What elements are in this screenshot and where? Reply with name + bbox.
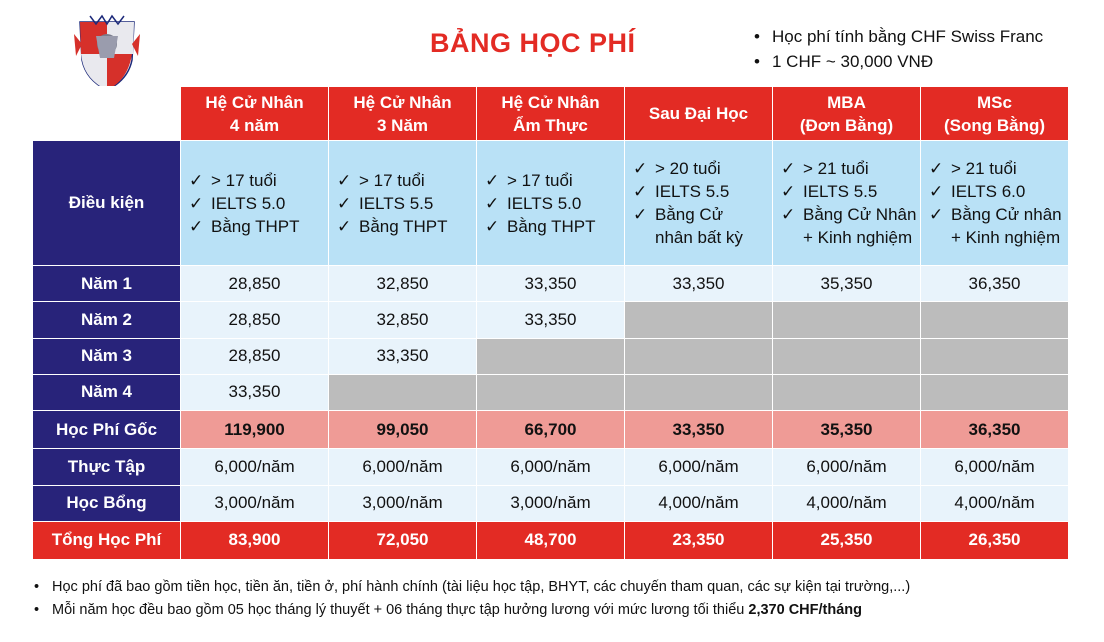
row-label: Điều kiện xyxy=(33,141,181,266)
check-icon: ✓ xyxy=(485,216,500,236)
empty-cell xyxy=(625,302,773,338)
fee-table xyxy=(32,86,1069,560)
empty-cell xyxy=(921,302,1069,338)
value-cell: 35,350 xyxy=(773,266,921,302)
check-icon: ✓ xyxy=(633,182,648,202)
column-header-line: 4 năm xyxy=(229,115,280,135)
internship-row xyxy=(33,449,1069,485)
value-cell: 4,000/năm xyxy=(773,485,921,521)
conditions-row xyxy=(33,141,1069,266)
check-icon: ✓ xyxy=(633,205,648,225)
value-cell: 6,000/năm xyxy=(181,449,329,485)
check-icon: ✓ xyxy=(781,205,796,225)
condition-text: Bằng THPT xyxy=(211,216,300,236)
check-icon: ✓ xyxy=(781,182,796,202)
total-row xyxy=(33,521,1069,559)
condition-item xyxy=(633,203,768,226)
value-cell: 28,850 xyxy=(181,266,329,302)
condition-text: > 20 tuổi xyxy=(655,159,721,179)
column-header-line: Ẩm Thực xyxy=(513,115,588,135)
top-notes xyxy=(752,24,1043,74)
check-icon: ✓ xyxy=(929,205,944,225)
check-icon: ✓ xyxy=(189,170,204,190)
value-cell: 6,000/năm xyxy=(477,449,625,485)
condition-item xyxy=(337,215,472,238)
value-cell: 6,000/năm xyxy=(625,449,773,485)
column-header-line: (Song Bằng) xyxy=(943,115,1046,135)
condition-text: > 21 tuổi xyxy=(803,159,869,179)
value-cell: 33,350 xyxy=(477,302,625,338)
condition-text: > 17 tuổi xyxy=(359,170,425,190)
condition-item xyxy=(485,169,620,192)
column-header xyxy=(773,87,921,141)
check-icon: ✓ xyxy=(189,216,204,236)
note-internship-text: Mỗi năm học đều bao gồm 05 học tháng lý thuyết + 06 tháng thực tập hưởng lương với mức lương tối thiểu xyxy=(52,602,749,618)
condition-item xyxy=(929,157,1064,180)
value-cell: 119,900 xyxy=(181,411,329,449)
column-header xyxy=(625,87,773,141)
value-cell: 6,000/năm xyxy=(921,449,1069,485)
value-cell: 33,350 xyxy=(477,266,625,302)
condition-item xyxy=(633,180,768,203)
value-cell: 25,350 xyxy=(773,521,921,559)
condition-text: IELTS 6.0 xyxy=(951,182,1026,202)
column-header xyxy=(181,87,329,141)
column-header-line: Hệ Cử Nhân xyxy=(205,92,304,112)
condition-cell xyxy=(625,141,773,266)
column-header-line: 3 Năm xyxy=(376,115,429,135)
condition-text: Bằng Cử Nhân xyxy=(803,205,917,225)
empty-cell xyxy=(477,338,625,374)
condition-text: > 17 tuổi xyxy=(507,170,573,190)
condition-cell xyxy=(773,141,921,266)
condition-item xyxy=(337,192,472,215)
note-exchange-rate: • 1 CHF ~ 30,000 VNĐ xyxy=(752,49,1043,74)
value-cell: 35,350 xyxy=(773,411,921,449)
value-cell: 36,350 xyxy=(921,266,1069,302)
check-icon: ✓ xyxy=(337,193,352,213)
value-cell: 6,000/năm xyxy=(329,449,477,485)
condition-item xyxy=(189,169,324,192)
bottom-notes xyxy=(32,576,910,622)
condition-text: + Kinh nghiệm xyxy=(803,228,913,248)
note-min-salary: 2,370 CHF/tháng xyxy=(748,602,862,618)
condition-item xyxy=(633,157,768,180)
row-label: Học Bổng xyxy=(33,485,181,521)
empty-cell xyxy=(921,374,1069,410)
condition-cell xyxy=(921,141,1069,266)
empty-cell xyxy=(773,374,921,410)
column-header-line: Sau Đại Học xyxy=(648,104,749,124)
check-icon: ✓ xyxy=(929,182,944,202)
row-label: Tổng Học Phí xyxy=(33,521,181,559)
condition-item xyxy=(189,215,324,238)
check-icon: ✓ xyxy=(485,170,500,190)
condition-item xyxy=(781,157,916,180)
check-icon: ✓ xyxy=(781,159,796,179)
empty-cell xyxy=(625,374,773,410)
value-cell: 33,350 xyxy=(329,338,477,374)
year-row xyxy=(33,266,1069,302)
value-cell: 66,700 xyxy=(477,411,625,449)
value-cell: 3,000/năm xyxy=(329,485,477,521)
check-icon: ✓ xyxy=(189,193,204,213)
column-header-line: (Đơn Bằng) xyxy=(799,115,894,135)
condition-text: > 21 tuổi xyxy=(951,159,1017,179)
value-cell: 3,000/năm xyxy=(181,485,329,521)
value-cell: 33,350 xyxy=(181,374,329,410)
value-cell: 36,350 xyxy=(921,411,1069,449)
year-row xyxy=(33,302,1069,338)
empty-cell xyxy=(773,302,921,338)
empty-cell xyxy=(625,338,773,374)
condition-item xyxy=(929,180,1064,203)
scholarship-row xyxy=(33,485,1069,521)
condition-cell xyxy=(329,141,477,266)
condition-cell xyxy=(181,141,329,266)
page-title: BẢNG HỌC PHÍ xyxy=(430,28,636,58)
value-cell: 3,000/năm xyxy=(477,485,625,521)
note-internship xyxy=(32,599,910,622)
empty-cell xyxy=(773,338,921,374)
value-cell: 33,350 xyxy=(625,266,773,302)
check-icon: ✓ xyxy=(337,170,352,190)
value-cell: 99,050 xyxy=(329,411,477,449)
value-cell: 4,000/năm xyxy=(921,485,1069,521)
column-header xyxy=(477,87,625,141)
row-label: Thực Tập xyxy=(33,449,181,485)
condition-text: > 17 tuổi xyxy=(211,170,277,190)
base-fee-row xyxy=(33,411,1069,449)
column-header-line: MBA xyxy=(827,92,866,112)
value-cell: 83,900 xyxy=(181,521,329,559)
condition-text: nhân bất kỳ xyxy=(655,228,743,248)
empty-cell xyxy=(329,374,477,410)
header-corner xyxy=(33,87,181,141)
condition-item xyxy=(337,169,472,192)
condition-item xyxy=(189,192,324,215)
table-header-row xyxy=(33,87,1069,141)
condition-cell xyxy=(477,141,625,266)
column-header xyxy=(921,87,1069,141)
value-cell: 28,850 xyxy=(181,302,329,338)
row-label: Học Phí Gốc xyxy=(33,411,181,449)
condition-text: IELTS 5.5 xyxy=(359,193,434,213)
condition-text: IELTS 5.0 xyxy=(507,193,582,213)
condition-item xyxy=(485,192,620,215)
check-icon: ✓ xyxy=(337,216,352,236)
row-label: Năm 4 xyxy=(33,374,181,410)
value-cell: 48,700 xyxy=(477,521,625,559)
column-header-line: Hệ Cử Nhân xyxy=(501,92,600,112)
empty-cell xyxy=(921,338,1069,374)
value-cell: 4,000/năm xyxy=(625,485,773,521)
empty-cell xyxy=(477,374,625,410)
check-icon: ✓ xyxy=(633,159,648,179)
condition-text: IELTS 5.5 xyxy=(655,182,730,202)
value-cell: 32,850 xyxy=(329,302,477,338)
condition-item xyxy=(929,203,1064,226)
note-inclusions: • Học phí đã bao gồm tiền học, tiền ăn, tiền ở, phí hành chính (tài liệu học tập, BHYT, các chuyến tham quan, các sự kiện tại trường,...) xyxy=(32,576,910,599)
value-cell: 26,350 xyxy=(921,521,1069,559)
condition-text: Bằng THPT xyxy=(507,216,596,236)
check-icon: ✓ xyxy=(929,159,944,179)
condition-text: IELTS 5.5 xyxy=(803,182,878,202)
year-row xyxy=(33,338,1069,374)
condition-item xyxy=(781,180,916,203)
row-label: Năm 2 xyxy=(33,302,181,338)
condition-text: + Kinh nghiệm xyxy=(951,228,1061,248)
year-row xyxy=(33,374,1069,410)
value-cell: 32,850 xyxy=(329,266,477,302)
condition-item xyxy=(485,215,620,238)
condition-text: Bằng THPT xyxy=(359,216,448,236)
note-currency: • Học phí tính bằng CHF Swiss Franc xyxy=(752,24,1043,49)
row-label: Năm 1 xyxy=(33,266,181,302)
condition-text: Bằng Cử nhân xyxy=(951,205,1062,225)
value-cell: 28,850 xyxy=(181,338,329,374)
column-header-line: Hệ Cử Nhân xyxy=(353,92,452,112)
check-icon: ✓ xyxy=(485,193,500,213)
condition-text: Bằng Cử xyxy=(655,205,724,225)
value-cell: 33,350 xyxy=(625,411,773,449)
column-header xyxy=(329,87,477,141)
value-cell: 23,350 xyxy=(625,521,773,559)
value-cell: 6,000/năm xyxy=(773,449,921,485)
year-rows xyxy=(33,266,1069,411)
condition-text: IELTS 5.0 xyxy=(211,193,286,213)
value-cell: 72,050 xyxy=(329,521,477,559)
column-header-line: MSc xyxy=(977,92,1012,112)
crest-icon xyxy=(66,14,148,94)
row-label: Năm 3 xyxy=(33,338,181,374)
condition-item xyxy=(781,203,916,226)
